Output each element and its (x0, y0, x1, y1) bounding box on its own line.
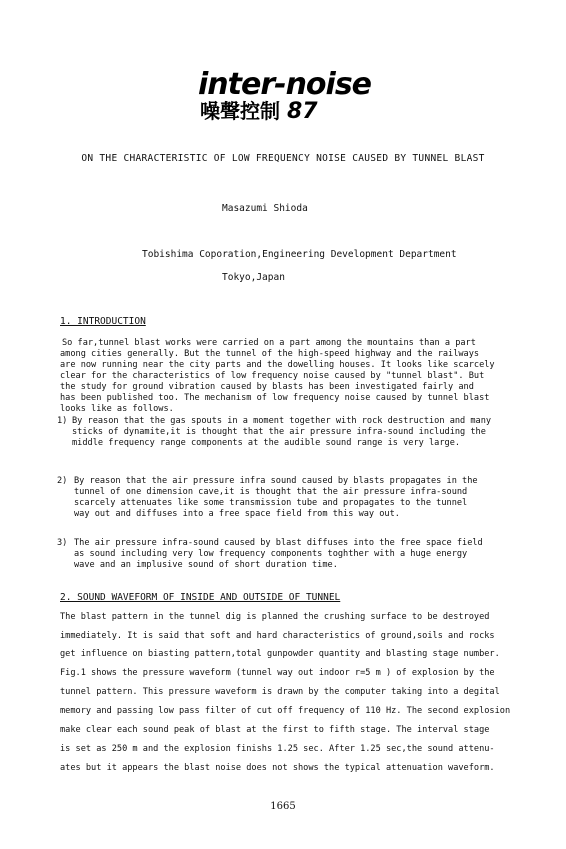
intro-line: So far,tunnel blast works were carried on a part among the mountains than a part (62, 338, 476, 348)
intro-line: clear for the characteristics of low frequency noise caused by "tunnel blast". But (60, 371, 485, 381)
body-line: ates but it appears the blast noise does not shows the typical attenuation waveform. (60, 763, 495, 773)
list-item-line: By reason that the air pressure infra sound caused by blasts propagates in the (74, 476, 478, 486)
intro-line: among cities generally. But the tunnel of the high-speed highway and the railways (60, 349, 480, 359)
logo-chinese-text: 噪聲控制 (200, 99, 280, 123)
intro-line: the study for ground vibration caused by blasts has been investigated fairly and (60, 382, 474, 392)
body-line: is set as 250 m and the explosion finishs 1.25 sec. After 1.25 sec,the sound attenu- (60, 744, 495, 754)
section-2-heading: 2. SOUND WAVEFORM OF INSIDE AND OUTSIDE OF TUNNEL (60, 592, 341, 603)
logo-year: 87 (286, 99, 318, 124)
body-line: make clear each sound peak of blast at the first to fifth stage. The interval stage (60, 725, 490, 735)
author-location: Tokyo,Japan (222, 272, 285, 283)
page-number: 1665 (270, 801, 296, 812)
body-line: The blast pattern in the tunnel dig is planned the crushing surface to be destroyed (60, 612, 490, 622)
body-line: memory and passing low pass filter of cut off frequency of 110 Hz. The second explosion (60, 706, 511, 716)
intro-line: looks like as follows. (60, 404, 174, 414)
list-item-line: wave and an implusive sound of short duration time. (74, 560, 338, 570)
conference-logo-subtitle (200, 100, 318, 123)
body-line: immediately. It is said that soft and hard characteristics of ground,soils and rocks (60, 631, 495, 641)
list-item-line: sticks of dynamite,it is thought that the air pressure infra-sound including the (72, 427, 486, 437)
intro-line: has been published too. The mechanism of low frequency noise caused by tunnel blast (60, 393, 490, 403)
paper-title: ON THE CHARACTERISTIC OF LOW FREQUENCY NOISE CAUSED BY TUNNEL BLAST (81, 153, 485, 164)
list-item-line: way out and diffuses into a free space field from this way out. (74, 509, 400, 519)
list-item-number: 1) (57, 416, 68, 426)
list-item-number: 3) (57, 538, 68, 548)
body-line: tunnel pattern. This pressure waveform is drawn by the computer taking into a degital (60, 687, 500, 697)
list-item-line: By reason that the gas spouts in a moment together with rock destruction and many (72, 416, 492, 426)
list-item-line: middle frequency range components at the audible sound range is very large. (72, 438, 461, 448)
section-1-heading: 1. INTRODUCTION (60, 316, 146, 327)
conference-logo: inter-noise (198, 67, 372, 102)
author-affiliation: Tobishima Coporation,Engineering Development Department (142, 249, 457, 260)
body-line: get influence on biasting pattern,total gunpowder quantity and blasting stage number. (60, 649, 500, 659)
body-line: Fig.1 shows the pressure waveform (tunnel way out indoor r=5 m ) of explosion by the (60, 668, 495, 678)
list-item-line: tunnel of one dimension cave,it is thought that the air pressure infra-sound (74, 487, 468, 497)
list-item-line: as sound including very low frequency components toghther with a huge energy (74, 549, 468, 559)
list-item-line: The air pressure infra-sound caused by blast diffuses into the free space field (74, 538, 483, 548)
list-item-line: scarcely attenuates like some transmission tube and propagates to the tunnel (74, 498, 468, 508)
intro-line: are now running near the city parts and the dowelling houses. It looks like scarcely (60, 360, 495, 370)
author-name: Masazumi Shioda (222, 203, 308, 214)
list-item-number: 2) (57, 476, 68, 486)
